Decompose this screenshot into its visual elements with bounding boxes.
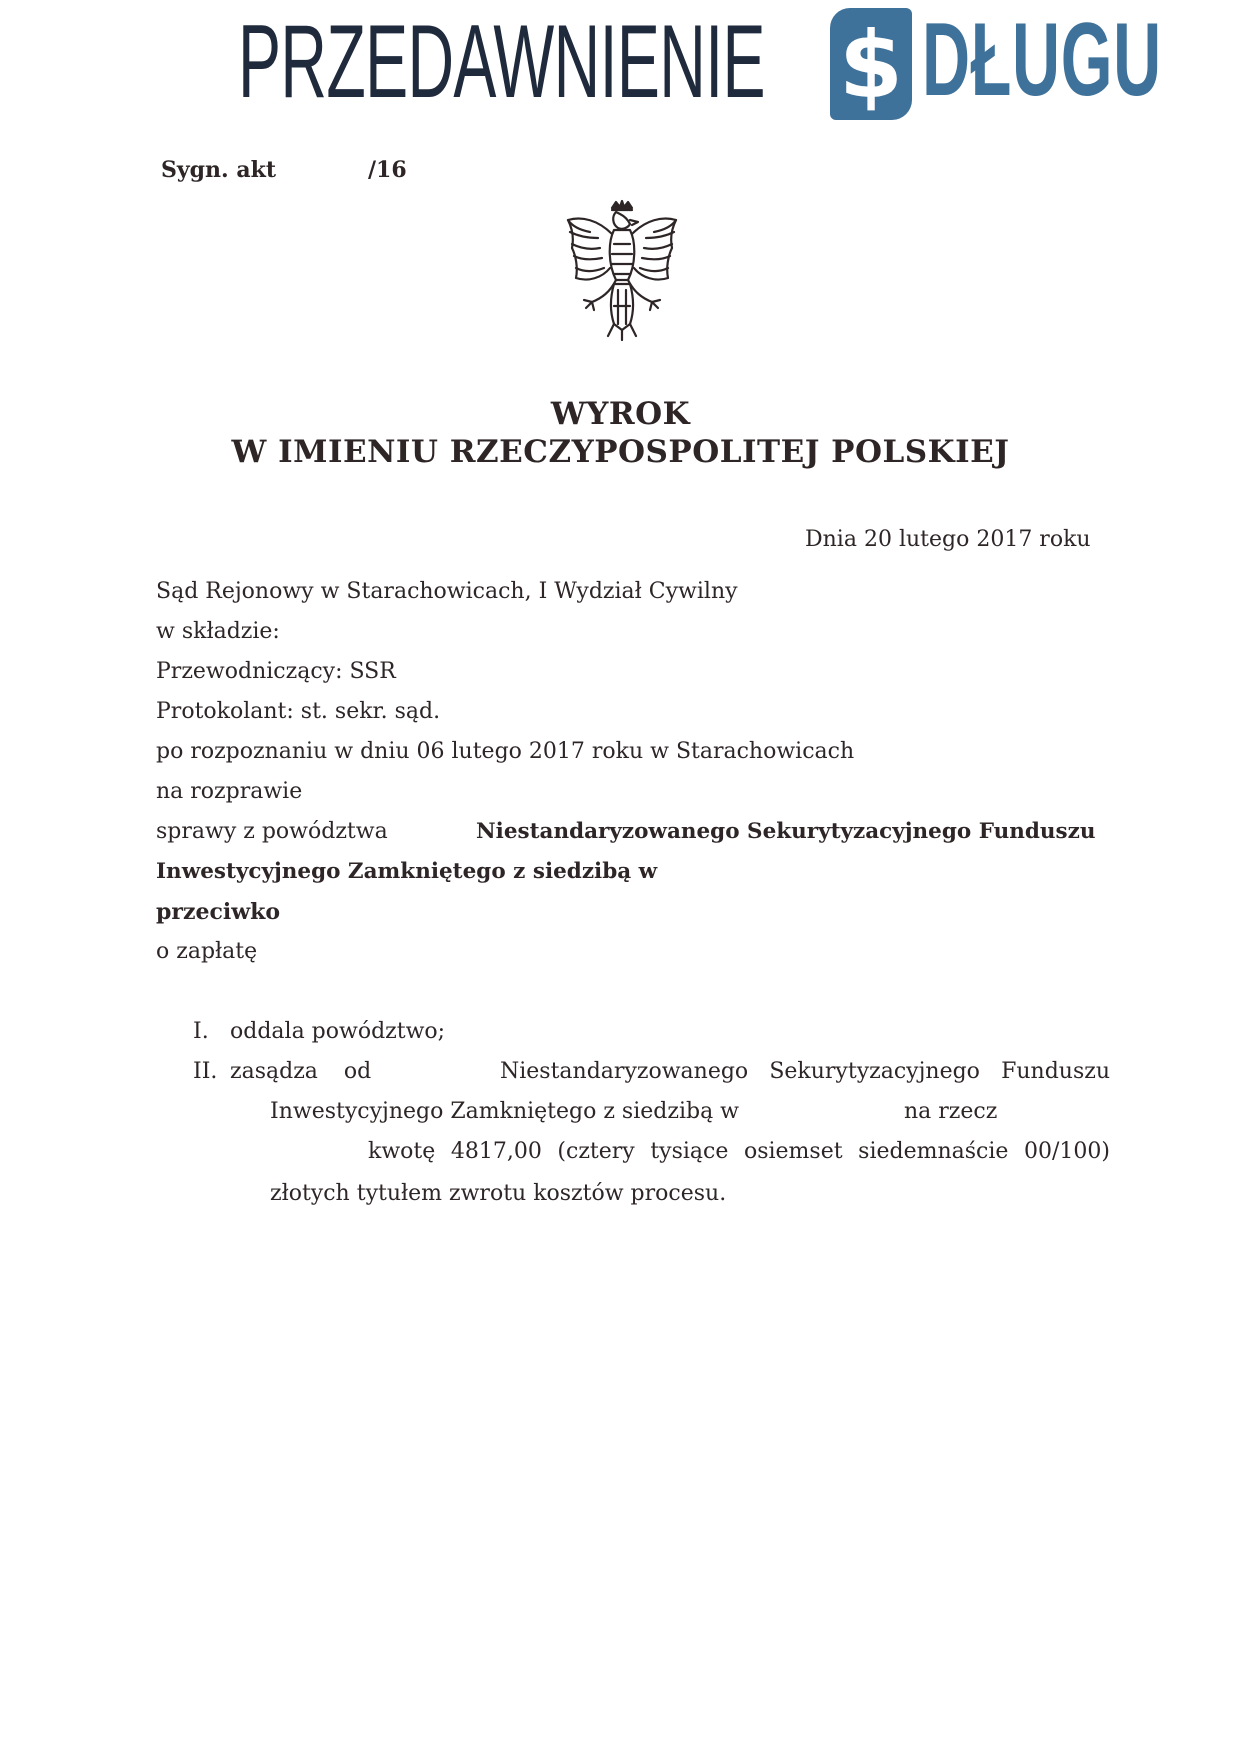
case-signature-number: /16 bbox=[368, 157, 407, 183]
claim-prefix: sprawy z powództwa bbox=[156, 819, 388, 844]
judgment-title: WYROK bbox=[550, 396, 691, 432]
polish-eagle-emblem bbox=[554, 198, 690, 344]
ruling-item-2-line1 bbox=[230, 1058, 1110, 1086]
ruling-word: Niestandaryzowanego bbox=[500, 1059, 749, 1084]
ruling-item-2-line2a: Inwestycyjnego Zamkniętego z siedzibą w bbox=[270, 1099, 740, 1124]
claimant-name-part2: Inwestycyjnego Zamkniętego z siedzibą w bbox=[156, 859, 658, 884]
ruling-item-2-number: II. bbox=[193, 1059, 218, 1084]
against-label: przeciwko bbox=[156, 899, 281, 925]
court-composition: w składzie: bbox=[156, 619, 280, 644]
ruling-item-2-line2b: na rzecz bbox=[904, 1099, 998, 1124]
logo-text-dlugu: DŁUGU bbox=[922, 2, 1162, 118]
ruling-word: Sekurytyzacyjnego bbox=[769, 1059, 980, 1084]
ruling-item-2-line4: złotych tytułem zwrotu kosztów procesu. bbox=[270, 1181, 727, 1206]
session-type: na rozprawie bbox=[156, 779, 303, 804]
ruling-word: Funduszu bbox=[1001, 1059, 1110, 1084]
claimant-name-part1: Niestandaryzowanego Sekurytyzacyjnego Funduszu bbox=[476, 819, 1096, 844]
hearing-info: po rozpoznaniu w dniu 06 lutego 2017 roku w Starachowicach bbox=[156, 739, 855, 764]
ruling-item-1-number: I. bbox=[193, 1019, 209, 1044]
case-signature-label: Sygn. akt bbox=[161, 157, 277, 183]
judgment-subtitle: W IMIENIU RZECZYPOSPOLITEJ POLSKIEJ bbox=[231, 434, 1010, 470]
dollar-sign-icon: $ bbox=[838, 12, 903, 119]
judgment-date: Dnia 20 lutego 2017 roku bbox=[805, 527, 1091, 552]
ruling-word: od bbox=[343, 1059, 372, 1084]
logo-badge bbox=[830, 8, 912, 120]
ruling-word: zasądza bbox=[230, 1059, 318, 1084]
ruling-item-2-line3: kwotę 4817,00 (cztery tysiące osiemset siedemnaście 00/100) bbox=[368, 1139, 1110, 1164]
logo-text-przedawnienie: PRZEDAWNIENIE bbox=[238, 4, 765, 120]
case-subject: o zapłatę bbox=[156, 939, 258, 964]
court-name: Sąd Rejonowy w Starachowicach, I Wydział Cywilny bbox=[156, 579, 738, 604]
ruling-item-1-text: oddala powództwo; bbox=[230, 1019, 446, 1044]
presiding-judge: Przewodniczący: SSR bbox=[156, 659, 396, 684]
court-clerk: Protokolant: st. sekr. sąd. bbox=[156, 699, 441, 724]
